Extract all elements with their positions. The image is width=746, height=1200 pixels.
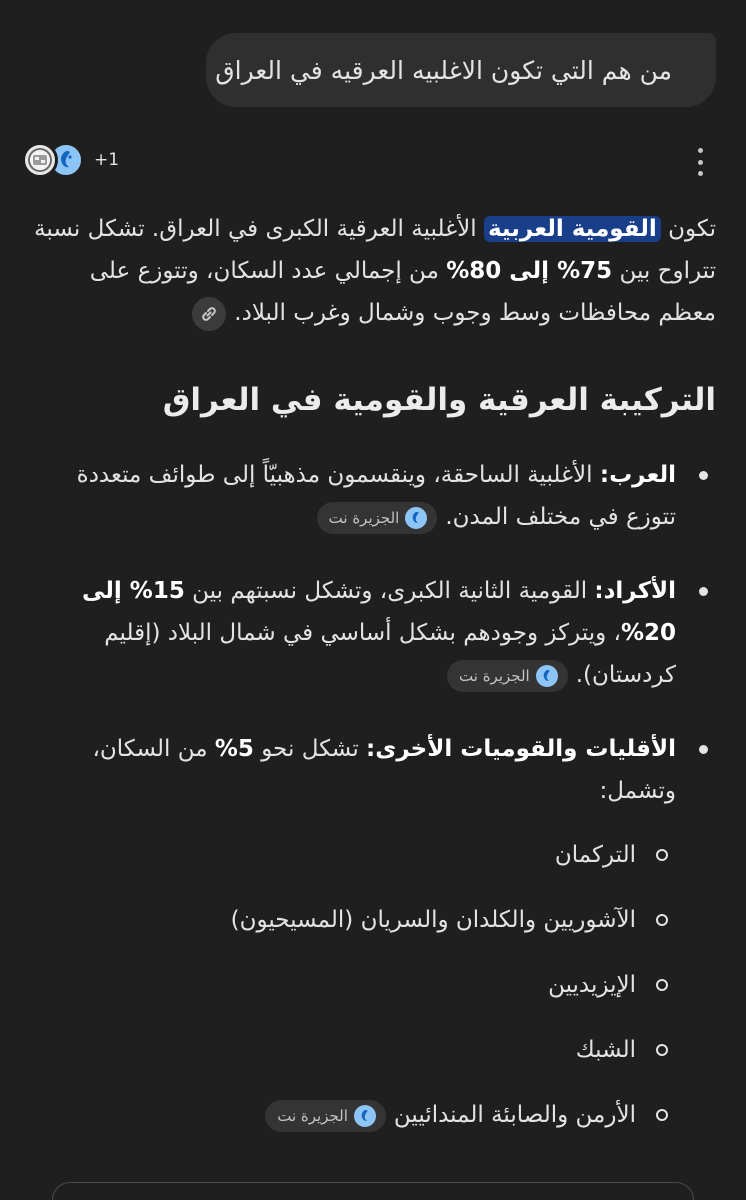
list-item-arabs (28, 454, 716, 538)
arabs-text: الأغلبية الساحقة، وينقسمون مذهبيّاً إلى طوائف متعددة تتوزع في مختلف المدن. (76, 462, 676, 530)
source-chip-arabs[interactable] (317, 502, 438, 534)
source-chip-label: الجزيرة نت (328, 508, 400, 527)
user-query-text: من هم التي تكون الاغلبيه العرقيه في العراق (215, 55, 672, 85)
kurds-bold-percent: 15% إلى 20% (81, 578, 676, 646)
list-item-kurds (28, 570, 716, 696)
globe-icon (22, 142, 58, 178)
aljazeera-icon (536, 665, 558, 687)
sources-count: +1 (94, 150, 120, 170)
section-heading: التركيبة العرقية والقومية في العراق (162, 382, 716, 418)
list-item: الإيزيديين (28, 964, 676, 1006)
minorities-sub-list (28, 834, 676, 1136)
user-query-bubble (206, 33, 716, 107)
source-chip-label: الجزيرة نت (277, 1106, 348, 1125)
list-item-minorities (28, 728, 716, 1136)
answer-content (28, 208, 716, 1168)
minorities-bold-percent: 5% (214, 736, 254, 762)
kurds-text-1: القومية الثانية الكبرى، وتشكل نسبتهم بين (184, 578, 595, 604)
aljazeera-icon (354, 1105, 376, 1127)
ethnic-list (28, 454, 716, 1136)
link-icon[interactable] (192, 297, 226, 331)
sources-button[interactable] (22, 138, 119, 182)
intro-bold-percent: 75% إلى 80% (446, 258, 613, 284)
list-item-with-source (28, 1094, 676, 1136)
answer-intro (28, 208, 716, 334)
source-chip-minorities[interactable] (265, 1100, 386, 1132)
kurds-label: الأكراد: (594, 578, 676, 604)
kurds-text-2: ، ويتركز وجودهم بشكل أساسي في شمال البلاد (إقليم كردستان). (104, 620, 676, 688)
source-chip-kurds[interactable] (447, 660, 568, 692)
intro-text-1: الأغلبية العرقية الكبرى في العراق. تشكل نسبة تتراوح بين (34, 216, 716, 284)
minorities-text-1: تشكل نحو (253, 736, 367, 762)
arabs-label: العرب: (599, 462, 676, 488)
intro-prefix: تكون (660, 216, 716, 242)
more-options-icon[interactable] (690, 148, 710, 176)
input-bar-edge[interactable] (52, 1182, 694, 1200)
list-item: الآشوريين والكلدان والسريان (المسيحيون) (28, 899, 676, 941)
list-item-text: الأرمن والصابئة المندائيين (393, 1102, 636, 1128)
minorities-label: الأقليات والقوميات الأخرى: (366, 736, 676, 762)
list-item: الشبك (28, 1029, 676, 1071)
aljazeera-icon (405, 507, 427, 529)
list-item: التركمان (28, 834, 676, 876)
intro-text-2: من إجمالي عدد السكان، وتتوزع على معظم محافظات وسط وجوب وشمال وغرب البلاد. (89, 258, 716, 326)
minorities-text-2: من السكان، وتشمل: (92, 736, 676, 804)
source-chip-label: الجزيرة نت (459, 666, 530, 685)
intro-highlight: القومية العربية (484, 216, 661, 242)
